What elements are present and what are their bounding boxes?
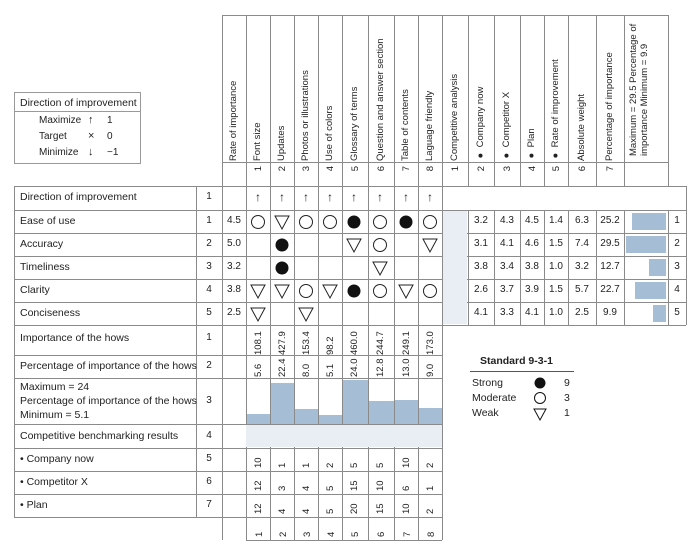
moderate-relationship-icon [421,213,439,231]
weak-relationship-icon [273,213,291,231]
benchmark-row-number: 4 [206,430,212,441]
benchmark-value: 15 [375,503,386,514]
header-number-2: 2 [277,166,288,172]
importance-hows-value: 244.7 [375,331,386,355]
competitive-value: 1.5 [549,284,563,295]
moderate-value: 3 [564,392,570,404]
benchmark-value: 5 [325,508,336,514]
benchmark-value: 3 [277,485,288,491]
strong-relationship-icon [273,259,291,277]
benchmark-value: 20 [349,503,360,514]
benchmark-value: 5 [349,462,360,468]
header-number-13: 5 [551,166,562,172]
direction-arrow-icon: ↑ [403,190,409,204]
footer-number: 1 [254,531,265,537]
benchmark-number: 6 [206,476,212,487]
column-header-14: ● Rate of improvement [550,59,561,161]
competitive-value: 1.0 [549,307,563,318]
weak-relationship-icon [297,305,315,323]
strong-relationship-icon [397,213,415,231]
maximize-arrow-icon: ↑ [88,114,94,126]
footer-number: 6 [376,531,387,537]
column-header-1: Rate of importance [228,80,239,161]
benchmark-label: • Competitor X [20,476,88,488]
importance-rating: 3.2 [227,261,241,272]
importance-hows-value: 427.9 [277,331,288,355]
benchmark-row-label: Competitive benchmarking results [20,430,179,442]
percentage-hows-value: 5.6 [253,363,264,377]
header-number-14: 6 [577,166,588,172]
right-row-number: 3 [674,261,680,272]
benchmark-value: 5 [375,462,386,468]
legend-maximize-value: 1 [107,115,113,126]
competitive-value: 4.6 [525,238,539,249]
maxmin-row-number: 3 [206,395,212,406]
legend-target-value: 0 [107,131,113,142]
benchmark-value: 12 [253,503,264,514]
benchmark-value: 2 [325,462,336,468]
benchmark-value: 10 [253,457,264,468]
weak-relationship-icon [421,236,439,254]
moderate-relationship-icon [371,282,389,300]
competitive-value: 4.1 [474,307,488,318]
importance-rating: 4.5 [227,215,241,226]
moderate-label: Moderate [472,392,517,404]
column-header-9: Laguage friendly [424,90,435,161]
requirement-label: Clarity [20,284,50,296]
benchmark-value: 2 [425,462,436,468]
benchmark-number: 7 [206,499,212,510]
maxmin-label-2: Percentage of importance of the hows [20,395,197,407]
legend-maximize-label: Maximize [39,115,82,126]
competitive-value: 6.3 [575,215,589,226]
competitive-value: 1.4 [549,215,563,226]
percentage-hows-value: 8.0 [301,363,312,377]
competitive-value: 3.7 [500,284,514,295]
benchmark-value: 10 [401,457,412,468]
footer-number: 7 [402,531,413,537]
importance-hows-number: 1 [206,332,212,343]
competitive-value: 7.4 [575,238,589,249]
competitive-value: 3.1 [474,238,488,249]
strong-label: Strong [472,377,503,389]
header-number-9: 1 [450,166,461,172]
requirement-number: 4 [206,284,212,295]
requirement-number: 2 [206,238,212,249]
percentage-hows-value: 5.1 [325,363,336,377]
moderate-relationship-icon [421,282,439,300]
requirement-number: 5 [206,307,212,318]
requirement-number: 1 [206,215,212,226]
importance-bar [632,213,666,230]
percentage-hows-value: 9.0 [425,363,436,377]
competitive-value: 1.0 [549,261,563,272]
weak-relationship-icon [249,282,267,300]
importance-hows-value: 249.1 [401,331,412,355]
header-number-8: 8 [425,166,436,172]
requirement-label: Conciseness [20,307,81,319]
header-number-10: 2 [476,166,487,172]
footer-number: 4 [326,531,337,537]
direction-row-label: Direction of improvement [20,191,137,203]
weak-relationship-icon [273,282,291,300]
benchmark-number: 5 [206,453,212,464]
competitive-value: 3.3 [500,307,514,318]
column-header-10: Competitive analysis [449,73,460,161]
benchmark-value: 1 [277,462,288,468]
hows-importance-bar [419,408,442,425]
competitive-value: 3.8 [474,261,488,272]
importance-bar [653,305,666,322]
header-number-4: 4 [325,166,336,172]
direction-arrow-icon: ↑ [377,190,383,204]
competitive-value: 3.8 [525,261,539,272]
weak-relationship-icon [321,282,339,300]
benchmark-value: 4 [301,485,312,491]
moderate-icon [535,393,546,404]
header-number-12: 4 [527,166,538,172]
weak-label: Weak [472,407,499,419]
benchmark-value: 10 [401,503,412,514]
strong-icon [535,378,546,389]
standard-legend-icons [530,375,550,423]
moderate-relationship-icon [371,236,389,254]
hows-importance-bar [395,400,418,424]
hows-importance-bar [295,409,318,424]
weak-relationship-icon [397,282,415,300]
importance-rating: 3.8 [227,284,241,295]
right-row-number: 1 [674,215,680,226]
competitive-value: 3.2 [474,215,488,226]
benchmark-value: 2 [425,508,436,514]
header-number-5: 5 [350,166,361,172]
percentage-hows-label: Percentage of importance of the hows [20,360,197,372]
moderate-relationship-icon [321,213,339,231]
benchmark-value: 5 [325,485,336,491]
direction-legend-title: Direction of improvement [20,97,137,109]
requirement-number: 3 [206,261,212,272]
competitive-value: 3.4 [500,261,514,272]
weak-icon [534,409,546,420]
right-row-number: 2 [674,238,680,249]
weak-relationship-icon [249,305,267,323]
hows-importance-bar [319,415,342,424]
direction-arrow-icon: ↑ [427,190,433,204]
moderate-relationship-icon [297,213,315,231]
competitive-value: 1.5 [549,238,563,249]
competitive-value: 4.3 [500,215,514,226]
column-header-3: Updates [276,125,287,161]
hows-importance-bar [247,414,270,424]
competitive-value: 9.9 [603,307,617,318]
competitive-value: 3.9 [525,284,539,295]
column-header-6: Glossary of terms [349,86,360,161]
percentage-hows-value: 24.0 [349,358,360,377]
competitive-value: 22.7 [600,284,620,295]
benchmark-value: 10 [375,480,386,491]
right-row-number: 5 [674,307,680,318]
minimize-arrow-icon: ↓ [88,146,94,158]
moderate-relationship-icon [371,213,389,231]
competitive-value: 29.5 [600,238,620,249]
direction-arrow-icon: ↑ [279,190,285,204]
benchmark-label: • Company now [20,453,94,465]
weak-relationship-icon [371,259,389,277]
moderate-relationship-icon [249,213,267,231]
competitive-value: 4.1 [525,307,539,318]
header-number-11: 3 [502,166,513,172]
legend-minimize-value: −1 [107,147,119,158]
header-number-15: 7 [605,166,616,172]
column-header-8: Table of contents [400,89,411,161]
importance-bar [626,236,666,253]
percentage-hows-number: 2 [206,360,212,371]
competitive-analysis-column [443,211,467,324]
direction-arrow-icon: ↑ [351,190,357,204]
benchmark-value: 6 [401,485,412,491]
maxmin-label-3: Minimum = 5.1 [20,409,90,421]
footer-number: 8 [426,531,437,537]
competitive-value: 4.5 [525,215,539,226]
legend-target-label: Target [39,131,67,142]
column-header-2: Font size [252,122,263,161]
hows-importance-bar [271,383,294,424]
column-header-11: ● Company now [475,86,486,161]
benchmark-value: 15 [349,480,360,491]
benchmark-value: 12 [253,480,264,491]
maxmin-label-1: Maximum = 24 [20,381,90,393]
right-row-number: 4 [674,284,680,295]
column-header-16: Percentage of importance [604,52,615,161]
header-number-3: 3 [301,166,312,172]
competitive-value: 2.6 [474,284,488,295]
importance-bar [649,259,666,276]
importance-hows-value: 173.0 [425,331,436,355]
weak-relationship-icon [345,236,363,254]
importance-rating: 5.0 [227,238,241,249]
header-number-7: 7 [401,166,412,172]
benchmark-value: 4 [277,508,288,514]
importance-hows-value: 98.2 [325,336,336,355]
standard-legend [470,355,580,425]
footer-number: 2 [278,531,289,537]
importance-hows-value: 108.1 [253,331,264,355]
benchmark-label: • Plan [20,499,48,511]
benchmark-value: 1 [425,485,436,491]
hows-importance-bar [343,380,368,424]
competitive-value: 2.5 [575,307,589,318]
competitive-value: 12.7 [600,261,620,272]
column-header-15: Absolute weight [576,93,587,161]
header-number-6: 6 [376,166,387,172]
hows-importance-bar [369,401,394,424]
requirement-label: Accuracy [20,238,64,250]
benchmark-shaded-row [246,425,442,447]
importance-hows-label: Importance of the hows [20,332,130,344]
benchmark-value: 1 [301,462,312,468]
maxmin-percentage-header: Maximum = 29.5 Percentage of importance Minimum = 9.9 [628,23,650,156]
column-header-5: Use of colors [324,105,335,161]
importance-hows-value: 460.0 [349,331,360,355]
importance-bar [635,282,666,299]
header-number-1: 1 [253,166,264,172]
competitive-value: 3.2 [575,261,589,272]
direction-arrow-icon: ↑ [327,190,333,204]
moderate-relationship-icon [297,282,315,300]
requirement-label: Ease of use [20,215,76,227]
legend-minimize-label: Minimize [39,147,79,158]
competitive-value: 4.1 [500,238,514,249]
percentage-hows-value: 12.8 [375,358,386,377]
strong-relationship-icon [345,282,363,300]
direction-legend [14,92,141,164]
strong-relationship-icon [273,236,291,254]
percentage-hows-value: 22.4 [277,358,288,377]
direction-row-number: 1 [206,191,212,202]
percentage-hows-value: 13.0 [401,358,412,377]
requirement-label: Timeliness [20,261,70,273]
column-header-12: ● Competitor X [501,91,512,161]
column-header-4: Photos or illustrations [300,70,311,161]
competitive-value: 25.2 [600,215,620,226]
competitive-value: 5.7 [575,284,589,295]
benchmark-value: 4 [301,508,312,514]
footer-number: 3 [302,531,313,537]
strong-relationship-icon [345,213,363,231]
footer-number: 5 [350,531,361,537]
column-header-13: ● Plan [526,128,537,161]
importance-hows-value: 153.4 [301,331,312,355]
weak-value: 1 [564,407,570,419]
column-header-7: Question and answer section [375,38,386,161]
direction-arrow-icon: ↑ [303,190,309,204]
standard-legend-title: Standard 9-3-1 [480,355,553,367]
strong-value: 9 [564,377,570,389]
target-cross-icon: × [88,130,95,142]
importance-rating: 2.5 [227,307,241,318]
direction-arrow-icon: ↑ [255,190,261,204]
